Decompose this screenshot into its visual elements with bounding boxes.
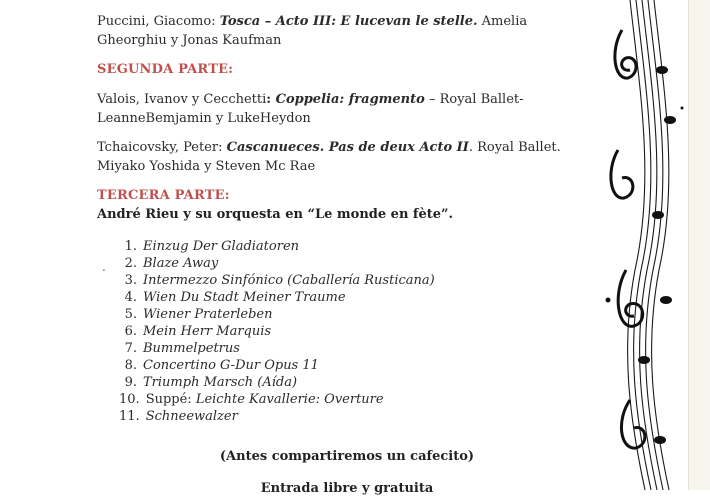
performers: . Royal Ballet. Miyako Yoshida y Steven Mc Rae [97, 140, 561, 174]
work-title: Coppelia: fragmento [275, 92, 425, 107]
item-title: Mein Herr Marquis [143, 324, 272, 339]
colon: : [266, 92, 276, 107]
item-title: Leichte Kavallerie: Overture [195, 392, 384, 407]
work-title: Tosca – Acto III: E lucevan le stelle. [219, 14, 478, 29]
list-item [119, 272, 597, 289]
item-title: Intermezzo Sinfónico (Caballería Rusticana) [143, 273, 435, 288]
item-title: Bummelpetrus [143, 341, 240, 356]
list-item [119, 340, 597, 357]
list-item [119, 289, 597, 306]
list-item [119, 323, 597, 340]
section-subtitle: André Rieu y su orquesta en “Le monde en fète”. [97, 207, 454, 222]
item-title: Wien Du Stadt Meiner Traume [143, 290, 346, 305]
list-item [119, 255, 597, 272]
item-title: Blaze Away [143, 256, 219, 271]
item-composer: Suppé: [145, 392, 196, 407]
work-title: Cascanueces. Pas de deux Acto II [226, 140, 469, 155]
composer: Valois, Ivanov y Cecchetti [97, 92, 267, 107]
coffee-note: (Antes compartiremos un cafecito) [219, 449, 475, 464]
list-item [119, 238, 597, 255]
list-item [119, 391, 597, 408]
performers: Amelia Gheorghiu y Jonas Kaufman [97, 14, 528, 48]
item-number: 10. [119, 392, 140, 407]
item-number: 4. [124, 290, 137, 305]
item-number: 5. [124, 307, 137, 322]
item-number: 11. [119, 409, 140, 424]
item-number: 2. [124, 256, 137, 271]
item-number: 6. [124, 324, 137, 339]
performers: – Royal Ballet- LeanneBemjamin y LukeHeydon [97, 92, 524, 126]
item-tchaicovsky [97, 138, 597, 176]
item-title: Schneewalzer [145, 409, 238, 424]
list-item [119, 408, 597, 425]
item-puccini [97, 12, 597, 50]
item-valois [97, 90, 597, 128]
stray-dot: . [102, 260, 106, 274]
item-number: 3. [124, 273, 137, 288]
section-heading-tercera: TERCERA PARTE: [97, 188, 230, 203]
item-title: Concertino G-Dur Opus 11 [143, 358, 319, 373]
music-staff-decoration [600, 0, 690, 490]
item-title: Einzug Der Gladiatoren [143, 239, 300, 254]
program-list [97, 238, 597, 425]
page-edge [688, 0, 710, 490]
list-item [119, 357, 597, 374]
program-text [97, 12, 597, 425]
composer: Puccini, Giacomo: [97, 14, 220, 29]
item-number: 9. [124, 375, 137, 390]
list-item [119, 374, 597, 391]
section-heading-segunda: SEGUNDA PARTE: [97, 62, 234, 77]
item-number: 1. [124, 239, 137, 254]
list-item [119, 306, 597, 323]
composer: Tchaicovsky, Peter: [97, 140, 227, 155]
item-number: 8. [124, 358, 137, 373]
item-number: 7. [124, 341, 137, 356]
item-title: Triumph Marsch (Aída) [143, 375, 298, 390]
free-entry: Entrada libre y gratuita [260, 481, 434, 496]
item-title: Wiener Praterleben [143, 307, 273, 322]
